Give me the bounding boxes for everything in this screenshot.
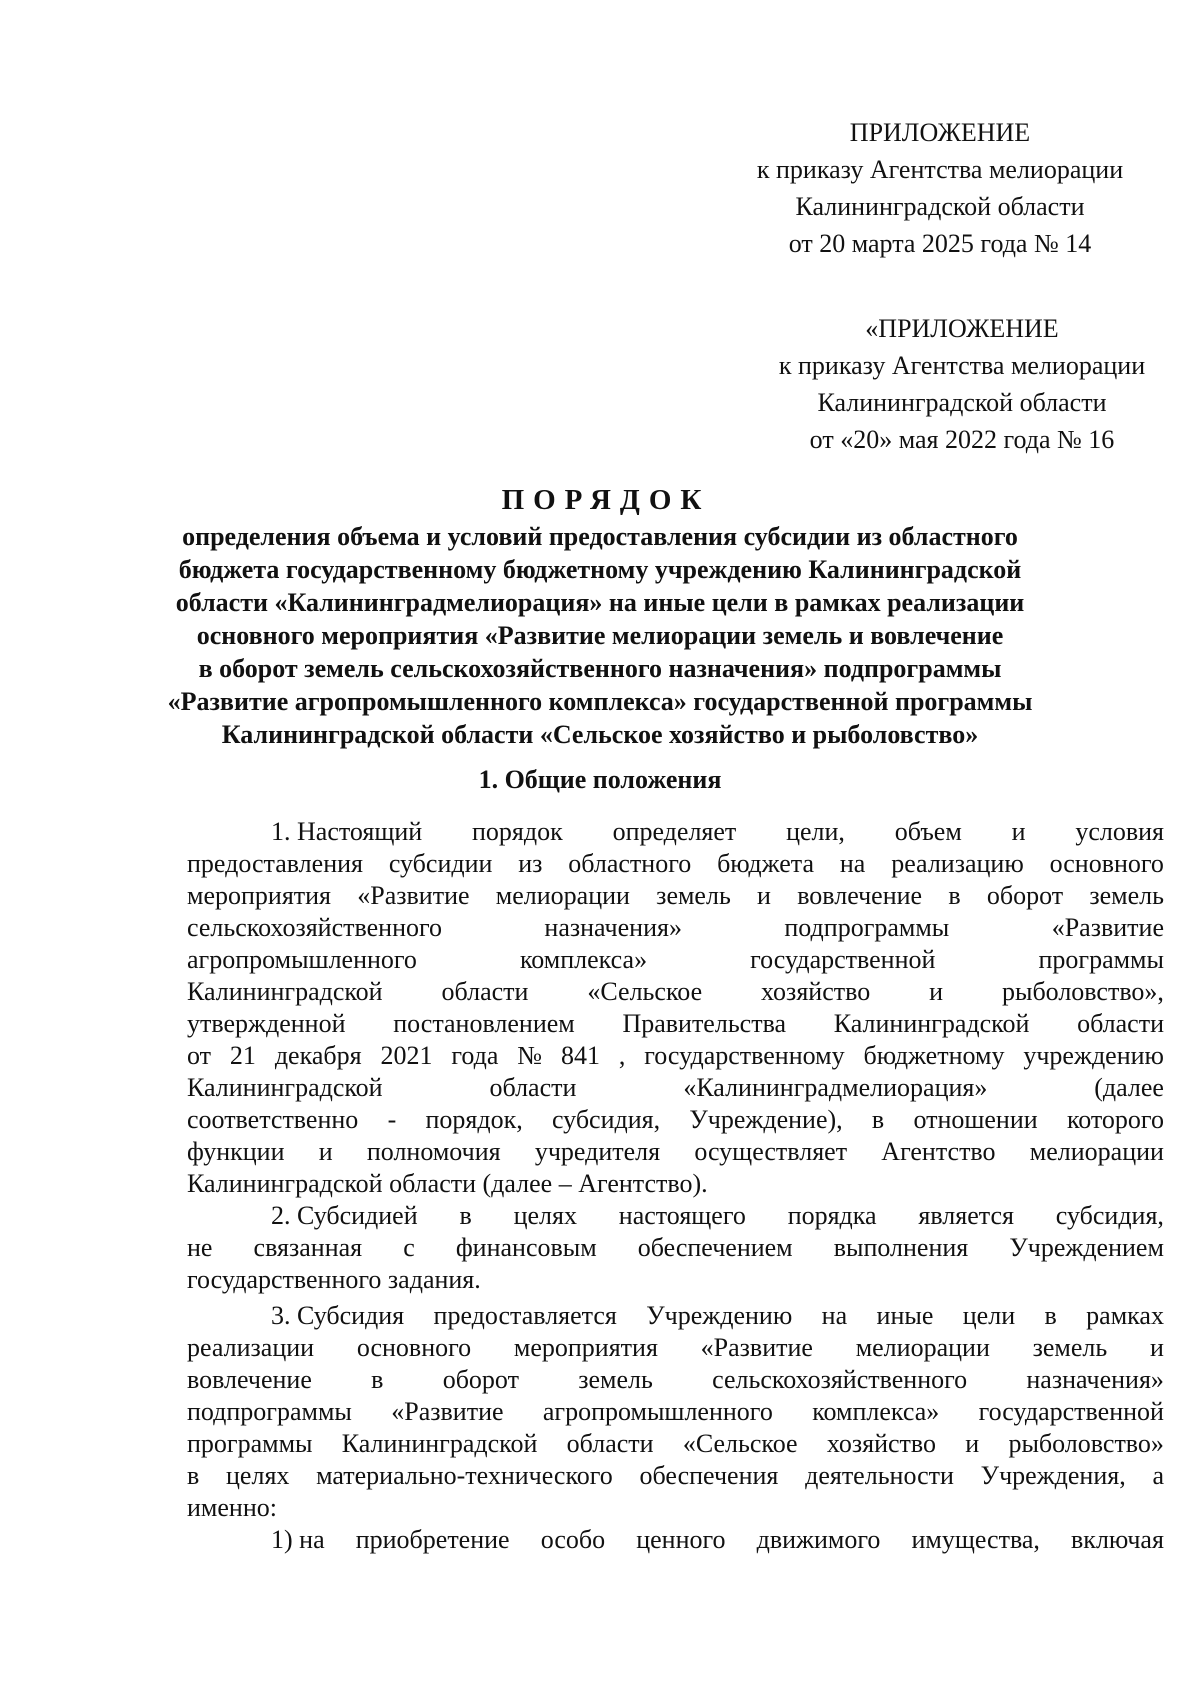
body-line — [187, 880, 1164, 912]
body-word: «Развитие — [1051, 913, 1164, 942]
body-line — [187, 944, 1164, 976]
body-word: «Калининградмелиорация» — [683, 1073, 988, 1102]
body-word: Учреждению — [646, 1301, 793, 1330]
body-word: связанная — [253, 1233, 363, 1262]
body-word: программы — [1038, 945, 1164, 974]
body-word: хозяйство — [761, 977, 871, 1006]
body-line — [187, 976, 1164, 1008]
body-word: субсидия, — [1055, 1201, 1164, 1230]
body-word: иные — [876, 1301, 934, 1330]
body-word: области — [566, 1429, 654, 1458]
body-word: 2. Субсидией — [271, 1201, 418, 1230]
body-word: на — [821, 1301, 848, 1330]
body-word: бюджетному — [863, 1041, 1005, 1070]
body-word: Калининградской области (далее – Агентство). — [187, 1169, 708, 1198]
body-word: мелиорации — [855, 1333, 990, 1362]
body-word: в — [1044, 1301, 1057, 1330]
body-word: агропромышленного — [542, 1397, 773, 1426]
appendix-line: к приказу Агентства мелиорации — [756, 155, 1124, 184]
appendix-header-current — [730, 114, 1150, 262]
body-word: имущества, — [911, 1525, 1040, 1554]
appendix-line: «ПРИЛОЖЕНИЕ — [865, 314, 1059, 343]
body-line — [187, 1072, 1164, 1104]
body-word: «Сельское — [682, 1429, 798, 1458]
body-word: и — [757, 881, 771, 910]
document-title: ПОРЯДОК — [501, 484, 711, 516]
body-word: от — [187, 1041, 212, 1070]
body-word: Учреждения, — [980, 1461, 1126, 1490]
body-word: именно: — [187, 1493, 277, 1522]
body-word: областного — [568, 849, 692, 878]
body-word: обеспечением — [637, 1233, 793, 1262]
subtitle-line: «Развитие агропромышленного комплекса» государственной программы — [167, 687, 1033, 716]
body-word: полномочия — [366, 1137, 501, 1166]
body-word: земель — [578, 1365, 653, 1394]
body-word: функции — [187, 1137, 285, 1166]
body-word: агропромышленного — [187, 945, 417, 974]
body-word: 21 — [229, 1041, 256, 1070]
body-word: реализацию — [891, 849, 1024, 878]
body-word: субсидия, — [551, 1105, 661, 1134]
body-word: (далее — [1094, 1073, 1164, 1102]
body-word: сельскохозяйственного — [187, 913, 442, 942]
appendix-line: Калининградской области — [817, 388, 1107, 417]
body-word: финансовым — [455, 1233, 597, 1262]
body-word: «Развитие — [391, 1397, 504, 1426]
body-word: материально-технического — [316, 1461, 613, 1490]
body-word: учредителя — [534, 1137, 661, 1166]
body-word: года — [451, 1041, 499, 1070]
subtitle-line: определения объема и условий предоставления субсидии из областного — [182, 522, 1018, 551]
body-word: ценного — [636, 1525, 726, 1554]
body-word: предоставляется — [433, 1301, 617, 1330]
document-title-block — [150, 480, 1050, 751]
body-word: сельскохозяйственного — [712, 1365, 968, 1394]
body-word: назначения» — [544, 913, 682, 942]
body-word: мелиорации — [1029, 1137, 1164, 1166]
body-line — [187, 912, 1164, 944]
body-word: рамках — [1086, 1301, 1164, 1330]
body-word: оборот — [986, 881, 1064, 910]
body-word: государственному — [644, 1041, 845, 1070]
body-word: в — [459, 1201, 472, 1230]
body-word: не — [187, 1233, 213, 1262]
body-word: особо — [540, 1525, 606, 1554]
body-word: из — [518, 849, 543, 878]
subtitle-line: бюджета государственному бюджетному учреждению Калининградской — [178, 555, 1022, 584]
body-word: Правительства — [622, 1009, 787, 1038]
body-word: деятельности — [805, 1461, 954, 1490]
body-text — [187, 816, 1164, 1556]
body-word: постановлением — [393, 1009, 575, 1038]
body-word: № — [517, 1041, 543, 1070]
body-word: государственной — [750, 945, 936, 974]
body-word: порядок, — [425, 1105, 523, 1134]
body-word: Учреждением — [1009, 1233, 1164, 1262]
body-line — [187, 1168, 1164, 1200]
body-word: Калининградской — [833, 1009, 1030, 1038]
body-word: подпрограммы — [784, 913, 950, 942]
body-word: мероприятия — [513, 1333, 658, 1362]
body-word: земель — [1032, 1333, 1108, 1362]
body-word: Калининградской — [341, 1429, 538, 1458]
body-word: приобретение — [355, 1525, 510, 1554]
body-word: выполнения — [833, 1233, 969, 1262]
body-word: Калининградской — [187, 1073, 383, 1102]
appendix-line: ПРИЛОЖЕНИЕ — [849, 118, 1031, 147]
body-word: в — [187, 1461, 200, 1490]
body-line — [187, 1460, 1164, 1492]
body-word: объем — [894, 817, 962, 846]
body-word: земель — [656, 881, 731, 910]
body-word: области — [489, 1073, 577, 1102]
subtitle-line: в оборот земель сельскохозяйственного назначения» подпрограммы — [198, 654, 1002, 683]
body-word: хозяйство — [826, 1429, 936, 1458]
body-word: «Развитие — [700, 1333, 813, 1362]
body-word: и — [965, 1429, 980, 1458]
body-word: утвержденной — [187, 1009, 346, 1038]
body-word: отношении — [913, 1105, 1038, 1134]
body-line — [187, 1492, 1164, 1524]
body-word: вовлечение — [797, 881, 923, 910]
body-word: области — [441, 977, 529, 1006]
body-word: основного — [356, 1333, 472, 1362]
body-word: в — [371, 1365, 384, 1394]
body-word: цели — [962, 1301, 1016, 1330]
appendix-line: от 20 марта 2025 года № 14 — [788, 229, 1092, 258]
body-word: Агентство — [881, 1137, 996, 1166]
body-word: Калининградской — [187, 977, 383, 1006]
body-word: осуществляет — [694, 1137, 848, 1166]
document-subtitle — [150, 520, 1050, 751]
body-word: определяет — [612, 817, 737, 846]
body-word: реализации — [187, 1333, 315, 1362]
body-word: движимого — [756, 1525, 881, 1554]
body-word: в — [871, 1105, 885, 1134]
body-line — [187, 1040, 1164, 1072]
body-word: 1) на — [271, 1525, 325, 1554]
body-line — [187, 1232, 1164, 1264]
appendix-line: к приказу Агентства мелиорации — [778, 351, 1146, 380]
body-word: вовлечение — [187, 1365, 312, 1394]
body-word: и — [1011, 817, 1026, 846]
body-word: программы — [187, 1429, 313, 1458]
body-word: области — [1077, 1009, 1164, 1038]
body-line — [187, 1332, 1164, 1364]
body-word: комплекса» — [812, 1397, 940, 1426]
subtitle-line: основного мероприятия «Развитие мелиорации земель и вовлечение — [196, 621, 1004, 650]
body-word: порядка — [787, 1201, 877, 1230]
body-word: является — [918, 1201, 1014, 1230]
body-word: основного — [1049, 849, 1164, 878]
body-line — [187, 848, 1164, 880]
section-heading: 1. Общие положения — [478, 765, 722, 794]
body-line — [187, 1364, 1164, 1396]
body-word: субсидии — [388, 849, 493, 878]
body-line — [187, 1008, 1164, 1040]
body-line — [187, 1524, 1164, 1556]
body-word: цели, — [786, 817, 845, 846]
body-word: предоставления — [187, 849, 363, 878]
subtitle-line: Калининградской области «Сельское хозяйство и рыболовство» — [221, 720, 979, 749]
body-word: рыболовство», — [1001, 977, 1164, 1006]
body-word: которого — [1066, 1105, 1164, 1134]
body-word: обеспечения — [639, 1461, 779, 1490]
body-word: 2021 — [380, 1041, 433, 1070]
body-word: и — [318, 1137, 333, 1166]
body-word: настоящего — [618, 1201, 746, 1230]
body-word: соответственно — [187, 1105, 359, 1134]
body-word: целях — [513, 1201, 577, 1230]
body-word: условия — [1075, 817, 1164, 846]
body-word: подпрограммы — [187, 1397, 352, 1426]
body-line — [187, 1200, 1164, 1232]
body-word: 841 — [560, 1041, 600, 1070]
body-word: и — [929, 977, 944, 1006]
body-word: , — [618, 1041, 626, 1070]
body-word: оборот — [442, 1365, 519, 1394]
body-word: с — [403, 1233, 415, 1262]
appendix-line: от «20» мая 2022 года № 16 — [809, 425, 1115, 454]
body-word: целях — [226, 1461, 290, 1490]
body-word: и — [1150, 1333, 1164, 1362]
body-word: государственного задания. — [187, 1265, 481, 1294]
body-word: мелиорации — [495, 881, 630, 910]
body-word: 1. Настоящий — [271, 817, 423, 846]
body-word: мероприятия — [187, 881, 332, 910]
body-word: «Развитие — [357, 881, 470, 910]
subtitle-line: области «Калининградмелиорация» на иные цели в рамках реализации — [175, 588, 1025, 617]
body-line — [187, 1136, 1164, 1168]
body-word: Учреждение), — [689, 1105, 843, 1134]
appendix-header-previous — [752, 310, 1172, 458]
body-word: 3. Субсидия — [271, 1301, 405, 1330]
body-word: - — [387, 1105, 397, 1134]
body-line — [187, 1396, 1164, 1428]
body-word: бюджета — [717, 849, 815, 878]
body-word: на — [839, 849, 866, 878]
body-word: назначения» — [1026, 1365, 1164, 1394]
body-word: «Сельское — [587, 977, 703, 1006]
body-line — [187, 1104, 1164, 1136]
body-word: порядок — [472, 817, 563, 846]
appendix-line: Калининградской области — [795, 192, 1085, 221]
body-line — [187, 1428, 1164, 1460]
body-word: рыболовство» — [1008, 1429, 1164, 1458]
body-line — [187, 1264, 1164, 1296]
body-line — [187, 816, 1164, 848]
body-line — [187, 1300, 1164, 1332]
body-word: государственной — [978, 1397, 1164, 1426]
body-word: декабря — [274, 1041, 362, 1070]
body-word: а — [1152, 1461, 1164, 1490]
body-word: учреждению — [1023, 1041, 1164, 1070]
body-word: включая — [1071, 1525, 1164, 1554]
body-word: земель — [1089, 881, 1164, 910]
body-word: в — [948, 881, 961, 910]
body-word: комплекса» — [519, 945, 648, 974]
